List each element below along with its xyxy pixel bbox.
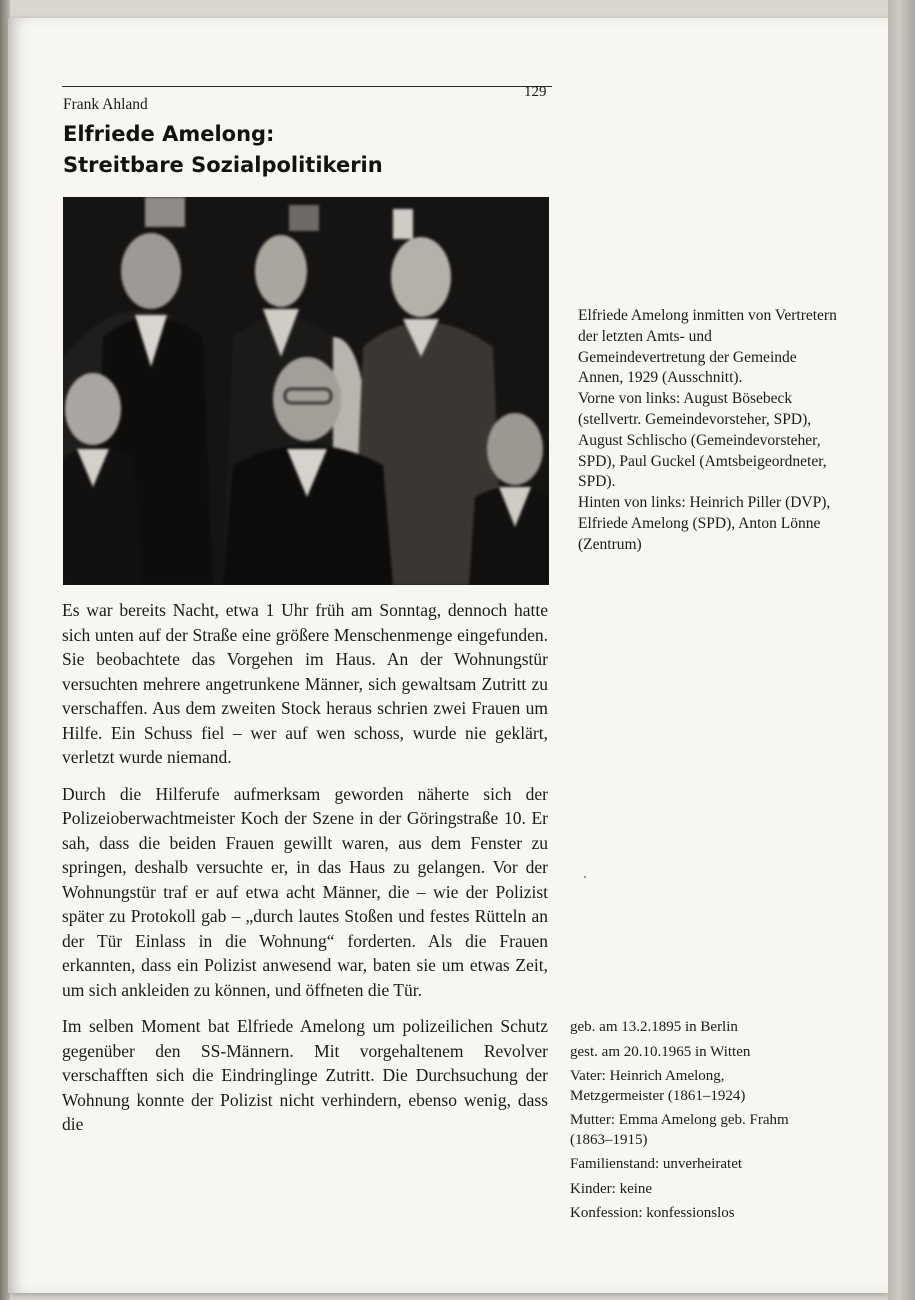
fact-mother: Mutter: Emma Amelong geb. Frahm (1863–1915) bbox=[570, 1112, 789, 1148]
article-body bbox=[62, 598, 548, 1149]
caption-back-row: Hinten von links: Heinrich Piller (DVP), Elfriede Amelong (SPD), Anton Lönne (Zentrum) bbox=[578, 494, 831, 553]
fact-religion: Konfession: konfessionslos bbox=[570, 1205, 735, 1221]
caption-intro: Elfriede Amelong inmitten von Vertretern der letzten Amts- und Gemeindevertretung der Gemeinde Annen, 1929 (Ausschnitt). bbox=[578, 307, 837, 387]
photo-caption bbox=[578, 306, 838, 556]
header-rule bbox=[62, 86, 552, 87]
body-paragraph: Durch die Hilferufe aufmerksam geworden näherte sich der Polizeioberwachtmeister Koch der Szene in der Göringstraße 10. Er sah, dass die beiden Frauen gewillt waren, aus dem Fenster zu springen, deshalb versuchte er, in das Haus zu gelangen. Vor der Wohnungstür traf er auf etwa acht Männer, die – wie der Polizist später zu Protokoll gab – „durch lautes Stoßen und festes Rütteln an der Tür Einlass in die Wohnung“ forderten. Als die Frauen erkannten, dass ein Polizist anwesend war, baten sie um etwas Zeit, um sich ankleiden zu können, und öffneten die Tür. bbox=[62, 783, 548, 1000]
title-line-2: Streitbare Sozialpolitikerin bbox=[63, 153, 383, 177]
photo-illustration bbox=[63, 197, 549, 585]
title-line-1: Elfriede Amelong: bbox=[63, 122, 275, 146]
article-title bbox=[63, 119, 383, 181]
body-paragraph: Im selben Moment bat Elfriede Amelong um polizeilichen Schutz gegenüber den SS-Männern. Mit vorgehaltenem Revolver verschafften sich die Eindringlinge Zutritt. Die Durchsuchung der Wohnung konnte der Polizist nicht verhindern, ebenso wenig, dass die bbox=[62, 1016, 548, 1134]
fact-died: gest. am 20.10.1965 in Witten bbox=[570, 1043, 751, 1060]
fact-children: Kinder: keine bbox=[570, 1180, 653, 1197]
fact-born: geb. am 13.2.1895 in Berlin bbox=[570, 1019, 738, 1035]
fact-marital-status: Familienstand: unverheiratet bbox=[570, 1156, 743, 1172]
fact-father: Vater: Heinrich Amelong, Metzgermeister (1861–1924) bbox=[570, 1068, 746, 1104]
paper-speck bbox=[584, 876, 586, 878]
body-paragraph: Es war bereits Nacht, etwa 1 Uhr früh am Sonntag, dennoch hatte sich unten auf der Straße eine größere Menschenmenge eingefunden. Sie beobachtete das Vorgehen im Haus. An der Wohnungstür versuchten mehrere angetrunkene Männer, sich gewaltsam Zutritt zu verschaffen. Aus dem zweiten Stock heraus schrien zwei Frauen um Hilfe. Ein Schuss fiel – wer auf wen schoss, wurde nie geklärt, verletzt wurde niemand. bbox=[62, 600, 548, 767]
group-portrait-photo bbox=[63, 197, 549, 585]
page-number: 129 bbox=[524, 84, 547, 100]
caption-front-row: Vorne von links: August Bösebeck (stellvertr. Gemeindevorsteher, SPD), August Schlischo (Gemeindevorsteher, SPD), Paul Guckel (Amtsbeigeordneter, SPD). bbox=[578, 390, 827, 491]
page-stack-edge bbox=[888, 0, 915, 1300]
author-name: Frank Ahland bbox=[63, 96, 148, 113]
biography-facts bbox=[570, 1018, 810, 1229]
